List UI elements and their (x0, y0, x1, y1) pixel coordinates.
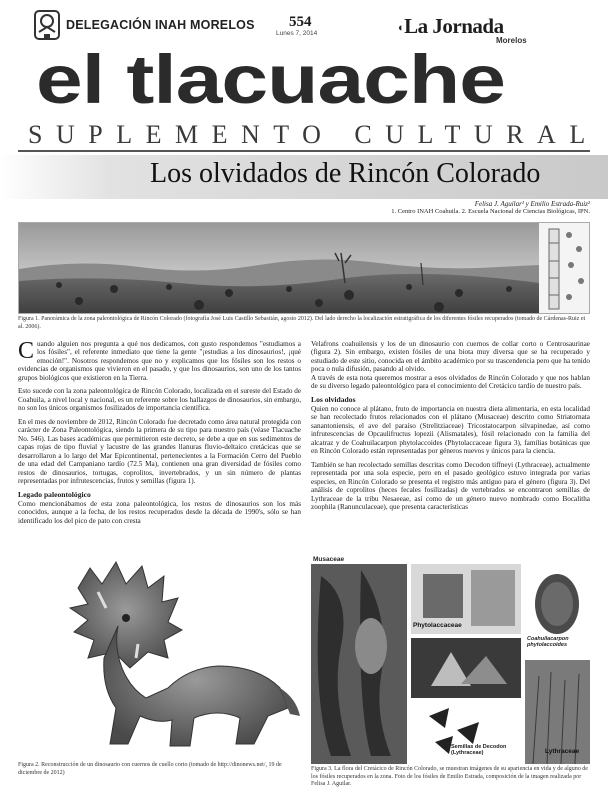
partner-logo: ◐La Jornada (398, 14, 504, 38)
figure-2-illustration (18, 548, 301, 758)
label-phytolaccaceae: Phytolaccaceae (413, 622, 462, 629)
section-heading: Legado paleontológico (18, 489, 91, 499)
issue-number: 554 (289, 14, 312, 30)
divider (18, 150, 590, 152)
paragraph: Quien no conoce al plátano, fruto de importancia en nuestra dieta alimentaria, en esta localidad se han recolectado frutos relacionados con el plátano (Musaceae) descrito como Striatornata sanantoniensis, el ave del paraíso (Strelitziaceae) Tricostatocarpon silvapinedae, así como infrutescencias de Opcaulifructus lopezii (Alismatales), fósil relacionado con la familia del alcatraz y de Coahuilacarpon phytolaccoides (Phytolaccaceae figura 3), familias botánicas que en Rincón Colorado están representadas por géneros nuevos y únicos para la ciencia. (311, 404, 590, 456)
paragraph: Velafrons coahuilensis y los de un dinosaurio con cuernos de collar corto o Centrosaurinae (figura 2). Sin embargo, existen fósiles de una biota muy diversa que se ha recuperado y estudiado de este sitio, conocida en el ámbito académico por su trascendencia pero que ha tenido poca o nula difusión, pasando al olvido. (311, 340, 590, 374)
title-text: el tlacuache (36, 40, 505, 118)
paragraph: Esto sucede con la zona paleontológica de Rincón Colorado, localizada en el sureste del Estado de Coahuila, a nivel local y nacional, es un referente sobre los hallazgos de dinosaurios, sin embargo, no son los únicos organismos fosilizados de importancia científica. (18, 387, 302, 413)
inah-logo-icon (32, 8, 62, 42)
issue-date: Lunes 7, 2014 (276, 30, 318, 37)
affiliations: 1. Centro INAH Coahuila. 2. Escuela Nacional de Ciencias Biológicas, IPN. (391, 208, 590, 215)
panorama-image (19, 223, 590, 314)
paragraph: También se han recolectado semillas descritas como Decodon tiffneyi (Lythraceae), actualmente representada por una sola especie, pero en el pasado geológico estuvo integrada por varias especies, en Rincón Colorado se presenta el registro más antiguo para el género (figura 3). Del análisis de coprolitos (heces fecales fosilizadas) de vertebrados se encontraron semillas de Lythraceae de la tribu Nesaeeae, así como de un género nuevo nombrado como Bocalitha zoophila (Ranunculaceae), que presenta características (311, 460, 590, 512)
left-column (18, 340, 301, 530)
label-semillas: Semillas de Decodon (Lythraceae) (451, 744, 507, 757)
partner-sub: Morelos (496, 36, 527, 45)
section-heading: Los olvidados (311, 394, 356, 404)
paragraph: En el mes de noviembre de 2012, Rincón Colorado fue decretado como área natural protegida con carácter de Zona Paleontológica, siendo la primera de su tipo para nuestro país (véase Tlacuache No. 546). Las bases académicas que permitieron este decreto, se debe a que en sus sedimentos de capas rojas de tipo fluvial y lacustre de las grandes llanuras fluvio-deltaico cretácicas que se desarrollaron a lo largo del Mar Epicontinental, pertenecientes a la Formación Cerro del Pueblo de una edad del Campaniano tardío (72.5 Ma), contienen una gran diversidad de fósiles como restos de dinosaurios, tortugas, coprolitos, invertebrados, y un sin número de plantas representadas por infrutescencias, frutos y semillas (figura 1). (18, 417, 301, 486)
paragraph: A través de esta nota queremos mostrar a esos olvidados de Rincón Colorado y que nos hablan de su diverso legado paleontológico para el conocimiento del Cretácico tardío de nuestro país. (311, 373, 590, 391)
headline: Los olvidados de Rincón Colorado (150, 158, 541, 189)
figure-1-caption: Figura 1. Panorámica de la zona paleontológica de Rincón Colorado (fotografía José Luis Castillo Sebastián, agosto 2012). Del lado derecho la localización estratigráfica de los diferentes fósiles recuperados (tomado de Cárdenas-Ruiz et al. 2006). (18, 316, 586, 330)
org-name: DELEGACIÓN INAH MORELOS (66, 18, 255, 32)
figure-1-photo (18, 222, 590, 314)
label-coahuilacarpon: Coahuilacarpon phytolaccoides (527, 636, 569, 649)
figure-3-caption: Figura 3. La flora del Cretácico de Rincón Colorado, se muestran imágenes de su apariencia en vida y de alguno de los fósiles recuperados en la zona. Foto de los fósiles de Emilio Estrada, composición de la imagen realizada por Felisa J. Aguilar. (311, 766, 588, 787)
label-lythraceae: Lythraceae (545, 748, 580, 755)
right-column (311, 340, 590, 517)
dinosaur-image (18, 548, 301, 758)
figure-2-caption: Figura 2. Reconstrucción de un dinosaurio con cuernos de cuello corto (tomado de http://dinonews.net/, 19 de diciembre de 2012) (18, 762, 282, 776)
label-musaceae: Musaceae (313, 556, 345, 563)
paragraph: Cuando alguien nos pregunta a qué nos dedicamos, con gusto respondemos "estudiamos a los fósiles", el referente inmediato que tiene la gente "¡estudias a los dinosaurios!, ¡qué emoción!". Nosotros respondemos que no y explicamos que los fósiles son los restos o evidencias de organismos que vivieron en el pasado, y que los dinosaurios, son uno de los tantos grupos biológicos que existieron en la Tierra. (18, 338, 301, 382)
drop-cap: C (18, 338, 35, 364)
paragraph: Como mencionábamos de esta zona paleontológica, los restos de dinosaurios son los más conocidos, aunque a la fecha, de los restos recuperados desde la década de 1990's, sólo se han identificado los del pico de pato con cresta (18, 499, 301, 525)
flora-composite-image (311, 556, 590, 764)
figure-3-composite (311, 556, 590, 764)
partner-name: La Jornada (404, 14, 504, 38)
publication-subtitle: SUPLEMENTO CULTURAL (28, 120, 599, 149)
authors: Felisa J. Aguilar¹ y Emilio Estrada-Ruiz² (474, 200, 590, 208)
